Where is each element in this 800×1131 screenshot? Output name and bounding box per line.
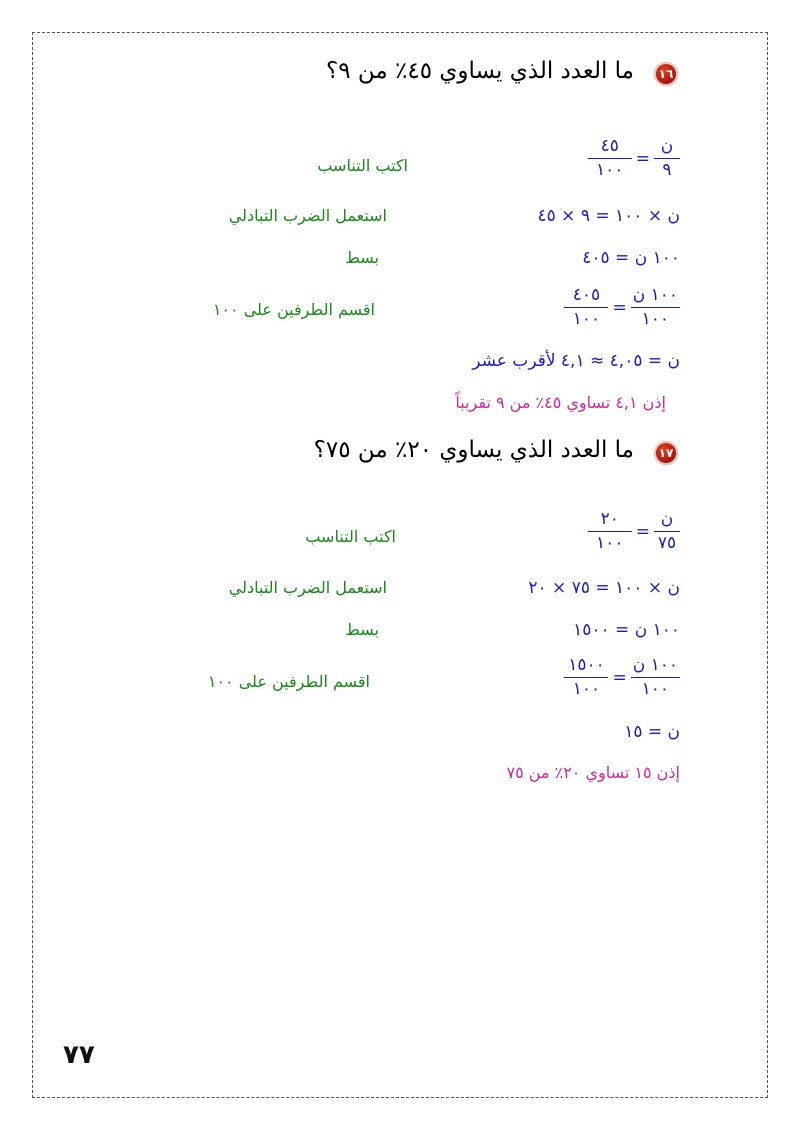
step-note: اقسم الطرفين على ١٠٠ bbox=[207, 672, 370, 691]
problem-title: ما العدد الذي يساوي ٤٥٪ من ٩؟ bbox=[326, 58, 634, 84]
result-equation: ن = ١٥ bbox=[624, 722, 680, 742]
conclusion: إذن ١٥ تساوي ٢٠٪ من ٧٥ bbox=[506, 763, 680, 782]
problem-title: ما العدد الذي يساوي ٢٠٪ من ٧٥؟ bbox=[313, 437, 634, 463]
fraction-denominator: ١٠٠ bbox=[641, 309, 670, 329]
proportion-equation bbox=[588, 510, 680, 553]
equals-sign: = bbox=[612, 297, 627, 318]
step-note: بسط bbox=[345, 620, 379, 639]
fraction-denominator: ١٠٠ bbox=[572, 679, 601, 699]
step-note: استعمل الضرب التبادلي bbox=[228, 206, 387, 225]
simplified-equation: ١٠٠ ن = ٤٠٥ bbox=[582, 248, 680, 268]
fraction-denominator: ١٠٠ bbox=[572, 309, 601, 329]
fraction-right bbox=[588, 510, 632, 553]
fraction-right bbox=[564, 286, 608, 329]
equals-sign: = bbox=[635, 521, 650, 542]
cross-multiply-equation: ن × ١٠٠ = ٩ × ٤٥ bbox=[537, 206, 680, 226]
fraction-denominator: ١٠٠ bbox=[641, 679, 670, 699]
fraction-numerator: ١٥٠٠ bbox=[564, 656, 608, 678]
step-note: استعمل الضرب التبادلي bbox=[228, 578, 387, 597]
fraction-left bbox=[631, 656, 680, 699]
conclusion: إذن ٤,١ تساوي ٤٥٪ من ٩ تقريباً bbox=[455, 393, 666, 412]
step-note: بسط bbox=[345, 248, 379, 267]
fraction-denominator: ١٠٠ bbox=[596, 160, 624, 180]
fraction-denominator: ١٠٠ bbox=[596, 533, 624, 553]
fraction-numerator: ٤٥ bbox=[588, 137, 632, 159]
fraction-left bbox=[654, 137, 680, 180]
fraction-numerator: ٤٠٥ bbox=[564, 286, 608, 308]
page-border bbox=[32, 32, 768, 1098]
fraction-left bbox=[654, 510, 680, 553]
division-equation bbox=[564, 286, 680, 329]
equals-sign: = bbox=[635, 148, 650, 169]
fraction-numerator: ن bbox=[654, 137, 680, 159]
problem-number-badge: ١٦ bbox=[654, 62, 678, 86]
fraction-numerator: ن bbox=[654, 510, 680, 532]
fraction-denominator: ٧٥ bbox=[657, 533, 677, 553]
step-note: اكتب التناسب bbox=[305, 527, 396, 546]
fraction-left bbox=[631, 286, 680, 329]
cross-multiply-equation: ن × ١٠٠ = ٧٥ × ٢٠ bbox=[528, 578, 680, 598]
fraction-numerator: ١٠٠ ن bbox=[631, 656, 680, 678]
fraction-numerator: ٢٠ bbox=[588, 510, 632, 532]
step-note: اكتب التناسب bbox=[317, 156, 408, 175]
fraction-denominator: ٩ bbox=[662, 160, 672, 180]
simplified-equation: ١٠٠ ن = ١٥٠٠ bbox=[573, 620, 680, 640]
result-equation: ن = ٤,٠٥ ≈ ٤,١ لأقرب عشر bbox=[472, 351, 680, 371]
fraction-right bbox=[588, 137, 632, 180]
problem-number-badge: ١٧ bbox=[654, 441, 678, 465]
equals-sign: = bbox=[612, 667, 627, 688]
page-number: ٧٧ bbox=[63, 1040, 95, 1070]
step-note: اقسم الطرفين على ١٠٠ bbox=[212, 300, 375, 319]
fraction-right bbox=[564, 656, 608, 699]
division-equation bbox=[564, 656, 680, 699]
fraction-numerator: ١٠٠ ن bbox=[631, 286, 680, 308]
proportion-equation bbox=[588, 137, 680, 180]
